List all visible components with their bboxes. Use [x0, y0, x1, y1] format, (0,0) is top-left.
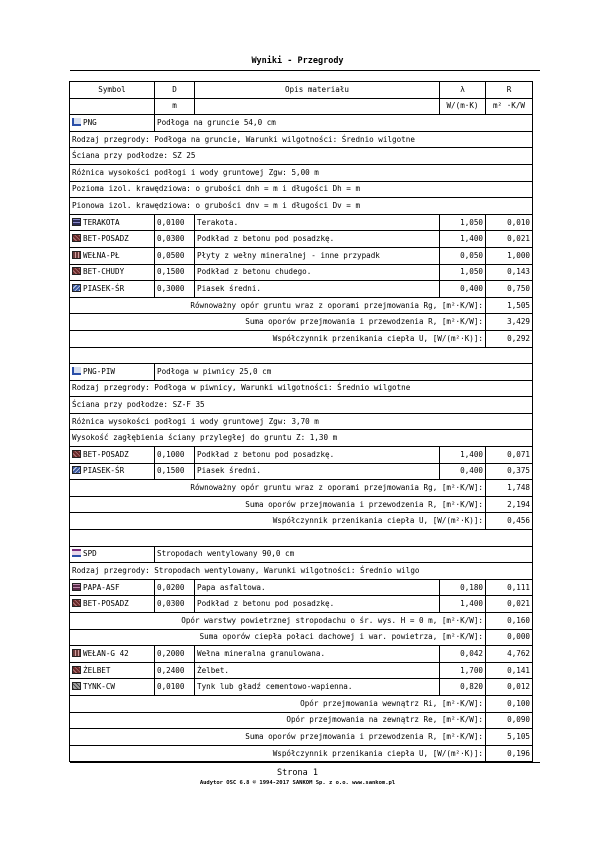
concrete-icon — [72, 234, 81, 242]
results-table — [69, 81, 533, 762]
summary-label: Suma oporów przejmowania i przewodzenia R, [m²·K/W]: — [70, 729, 486, 746]
layer-thickness: 0,0200 — [155, 579, 195, 596]
summary-row — [70, 314, 533, 331]
layer-description: Papa asfaltowa. — [195, 579, 440, 596]
unit-r: m² ·K/W — [486, 98, 533, 115]
summary-label: Suma oporów przejmowania i przewodzenia R, [m²·K/W]: — [70, 496, 486, 513]
summary-value: 1,748 — [486, 480, 533, 497]
summary-row — [70, 613, 533, 630]
floor-on-ground-icon — [72, 118, 81, 126]
section-symbol: SPD — [70, 546, 155, 563]
wall-at-floor-text: Ściana przy podłodze: SZ 25 — [70, 148, 533, 165]
layer-thickness: 0,2000 — [155, 646, 195, 663]
layer-description: Piasek średni. — [195, 281, 440, 298]
layer-lambda: 1,050 — [440, 214, 486, 231]
summary-value: 0,196 — [486, 745, 533, 762]
header-row — [70, 82, 533, 99]
summary-row — [70, 745, 533, 762]
layer-symbol: ŻELBET — [70, 662, 155, 679]
summary-row — [70, 330, 533, 347]
concrete-icon — [72, 666, 81, 674]
groundwater-difference — [70, 164, 533, 181]
partition-type-text: Rodzaj przegrody: Stropodach wentylowany, Warunki wilgotności: Średnio wilgo — [70, 563, 533, 580]
unit-d: m — [155, 98, 195, 115]
layer-description: Żelbet. — [195, 662, 440, 679]
summary-value: 0,100 — [486, 695, 533, 712]
summary-value: 0,292 — [486, 330, 533, 347]
summary-value: 1,505 — [486, 297, 533, 314]
partition-type — [70, 380, 533, 397]
layer-lambda: 0,042 — [440, 646, 486, 663]
layer-resistance: 0,021 — [486, 596, 533, 613]
sand-icon — [72, 466, 81, 474]
layer-lambda: 0,050 — [440, 247, 486, 264]
sand-icon — [72, 284, 81, 292]
wall-at-floor-text: Ściana przy podłodze: SZ-F 35 — [70, 397, 533, 414]
col-desc: Opis materiału — [195, 82, 440, 99]
wall-at-floor — [70, 397, 533, 414]
layer-row — [70, 679, 533, 696]
layer-row — [70, 596, 533, 613]
summary-label: Opór przejmowania wewnątrz Ri, [m²·K/W]: — [70, 695, 486, 712]
layer-lambda: 1,400 — [440, 231, 486, 248]
wall-at-floor — [70, 148, 533, 165]
layer-resistance: 0,010 — [486, 214, 533, 231]
layer-resistance: 0,111 — [486, 579, 533, 596]
layer-resistance: 4,762 — [486, 646, 533, 663]
layer-lambda: 1,700 — [440, 662, 486, 679]
page-number: Strona 1 — [277, 768, 318, 778]
layer-resistance: 0,012 — [486, 679, 533, 696]
page-title: Wyniki - Przegrody — [251, 56, 344, 66]
section-symbol: PNG — [70, 115, 155, 132]
ventilated-ceiling-icon — [72, 549, 81, 557]
edge-insulation-text: Pozioma izol. krawędziowa: o grubości dnh = m i długości Dh = m — [70, 181, 533, 198]
brick-icon — [72, 218, 81, 226]
summary-label: Współczynnik przenikania ciepła U, [W/(m²·K)]: — [70, 745, 486, 762]
layer-symbol: WEŁAN-G 42 — [70, 646, 155, 663]
summary-value: 0,456 — [486, 513, 533, 530]
layer-description: Terakota. — [195, 214, 440, 231]
layer-thickness: 0,1500 — [155, 264, 195, 281]
layer-description: Podkład z betonu pod posadzkę. — [195, 447, 440, 464]
layer-thickness: 0,3000 — [155, 281, 195, 298]
layer-thickness: 0,1000 — [155, 447, 195, 464]
concrete-icon — [72, 267, 81, 275]
header-rule — [70, 70, 540, 71]
summary-label: Suma oporów przejmowania i przewodzenia R, [m²·K/W]: — [70, 314, 486, 331]
concrete-icon — [72, 599, 81, 607]
section-symbol: PNG-PIW — [70, 364, 155, 381]
layer-symbol: BET-POSADZ — [70, 231, 155, 248]
layer-description: Podkład z betonu chudego. — [195, 264, 440, 281]
layer-lambda: 1,050 — [440, 264, 486, 281]
layer-description: Podkład z betonu pod posadzkę. — [195, 231, 440, 248]
summary-value: 5,105 — [486, 729, 533, 746]
layer-thickness: 0,0100 — [155, 679, 195, 696]
summary-label: Opór warstwy powietrznej stropodachu o śr. wys. H = 0 m, [m²·K/W]: — [70, 613, 486, 630]
layer-thickness: 0,1500 — [155, 463, 195, 480]
concrete-icon — [72, 450, 81, 458]
layer-symbol: PIASEK-ŚR — [70, 281, 155, 298]
layer-symbol: TERAKOTA — [70, 214, 155, 231]
section-name: Podłoga na gruncie 54,0 cm — [155, 115, 533, 132]
edge-insulation-text: Pionowa izol. krawędziowa: o grubości dnv = m i długości Dv = m — [70, 198, 533, 215]
layer-lambda: 0,180 — [440, 579, 486, 596]
partition-type-text: Rodzaj przegrody: Podłoga na gruncie, Warunki wilgotności: Średnio wilgotne — [70, 131, 533, 148]
summary-row — [70, 513, 533, 530]
groundwater-difference-text: Różnica wysokości podłogi i wody gruntowej Zgw: 3,70 m — [70, 413, 533, 430]
layer-row — [70, 264, 533, 281]
layer-lambda: 1,400 — [440, 596, 486, 613]
layer-lambda: 0,400 — [440, 463, 486, 480]
col-symbol: Symbol — [70, 82, 155, 99]
footer-rule — [70, 762, 540, 763]
layer-lambda: 1,400 — [440, 447, 486, 464]
edge-insulation — [70, 181, 533, 198]
edge-insulation — [70, 198, 533, 215]
layer-description: Podkład z betonu pod posadzkę. — [195, 596, 440, 613]
summary-label: Równoważny opór gruntu wraz z oporami przejmowania Rg, [m²·K/W]: — [70, 297, 486, 314]
spacer-row — [70, 347, 533, 364]
layer-row — [70, 281, 533, 298]
layer-resistance: 0,375 — [486, 463, 533, 480]
layer-description: Płyty z wełny mineralnej - inne przypadk — [195, 247, 440, 264]
partition-type-text: Rodzaj przegrody: Podłoga w piwnicy, Warunki wilgotności: Średnio wilgotne — [70, 380, 533, 397]
spacer-row — [70, 530, 533, 547]
summary-label: Równoważny opór gruntu wraz z oporami przejmowania Rg, [m²·K/W]: — [70, 480, 486, 497]
wool-icon — [72, 251, 81, 259]
layer-description: Tynk lub gładź cementowo-wapienna. — [195, 679, 440, 696]
layer-row — [70, 646, 533, 663]
layer-row — [70, 579, 533, 596]
section-header — [70, 364, 533, 381]
summary-row — [70, 496, 533, 513]
layer-resistance: 0,141 — [486, 662, 533, 679]
edge-insulation-text: Wysokość zagłębienia ściany przyległej do gruntu Z: 1,30 m — [70, 430, 533, 447]
plaster-icon — [72, 682, 81, 690]
layer-symbol: BET-POSADZ — [70, 596, 155, 613]
layer-lambda: 0,820 — [440, 679, 486, 696]
summary-value: 0,090 — [486, 712, 533, 729]
layer-resistance: 1,000 — [486, 247, 533, 264]
partition-type — [70, 131, 533, 148]
wool-icon — [72, 649, 81, 657]
layer-row — [70, 231, 533, 248]
layer-resistance: 0,071 — [486, 447, 533, 464]
layer-symbol: PIASEK-ŚR — [70, 463, 155, 480]
section-name: Stropodach wentylowany 90,0 cm — [155, 546, 533, 563]
summary-row — [70, 712, 533, 729]
layer-symbol: BET-CHUDY — [70, 264, 155, 281]
layer-description: Piasek średni. — [195, 463, 440, 480]
software-credit: Audytor OSC 6.8 © 1994-2017 SANKOM Sp. z o.o. www.sankom.pl — [199, 780, 396, 786]
layer-row — [70, 463, 533, 480]
layer-resistance: 0,021 — [486, 231, 533, 248]
layer-symbol: PAPA-ASF — [70, 579, 155, 596]
floor-on-ground-icon — [72, 367, 81, 375]
summary-row — [70, 629, 533, 646]
summary-value: 3,429 — [486, 314, 533, 331]
summary-row — [70, 480, 533, 497]
layer-lambda: 0,400 — [440, 281, 486, 298]
section-header — [70, 546, 533, 563]
layer-resistance: 0,143 — [486, 264, 533, 281]
layer-row — [70, 247, 533, 264]
unit-row — [70, 98, 533, 115]
unit-lambda: W/(m·K) — [440, 98, 486, 115]
section-name: Podłoga w piwnicy 25,0 cm — [155, 364, 533, 381]
layer-row — [70, 447, 533, 464]
summary-value: 0,160 — [486, 613, 533, 630]
col-lambda: λ — [440, 82, 486, 99]
summary-value: 2,194 — [486, 496, 533, 513]
layer-thickness: 0,2400 — [155, 662, 195, 679]
summary-label: Współczynnik przenikania ciepła U, [W/(m²·K)]: — [70, 330, 486, 347]
layer-thickness: 0,0300 — [155, 231, 195, 248]
layer-symbol: WEŁNA-PŁ — [70, 247, 155, 264]
layer-thickness: 0,0100 — [155, 214, 195, 231]
asphalt-icon — [72, 583, 81, 591]
layer-resistance: 0,750 — [486, 281, 533, 298]
col-r: R — [486, 82, 533, 99]
summary-row — [70, 729, 533, 746]
summary-label: Współczynnik przenikania ciepła U, [W/(m²·K)]: — [70, 513, 486, 530]
summary-row — [70, 695, 533, 712]
partition-type — [70, 563, 533, 580]
col-d: D — [155, 82, 195, 99]
summary-label: Opór przejmowania na zewnątrz Re, [m²·K/W]: — [70, 712, 486, 729]
layer-row — [70, 214, 533, 231]
edge-insulation — [70, 430, 533, 447]
summary-row — [70, 297, 533, 314]
layer-row — [70, 662, 533, 679]
section-header — [70, 115, 533, 132]
layer-description: Wełna mineralna granulowana. — [195, 646, 440, 663]
layer-symbol: TYNK-CW — [70, 679, 155, 696]
summary-value: 0,000 — [486, 629, 533, 646]
groundwater-difference — [70, 413, 533, 430]
groundwater-difference-text: Różnica wysokości podłogi i wody gruntowej Zgw: 5,00 m — [70, 164, 533, 181]
summary-label: Suma oporów ciepła połaci dachowej i war. powietrza, [m²·K/W]: — [70, 629, 486, 646]
layer-symbol: BET-POSADZ — [70, 447, 155, 464]
layer-thickness: 0,0500 — [155, 247, 195, 264]
layer-thickness: 0,0300 — [155, 596, 195, 613]
